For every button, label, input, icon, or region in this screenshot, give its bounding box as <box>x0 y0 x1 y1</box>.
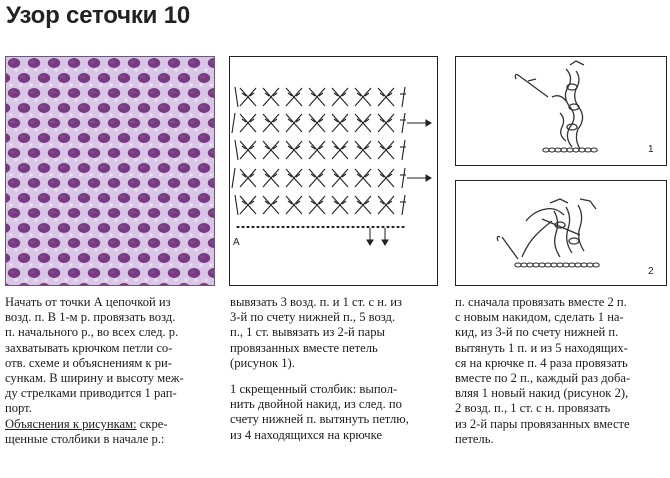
text-line: 2 возд. п., 1 ст. с н. провязать <box>455 401 611 416</box>
crossed-stitch-symbol <box>286 169 302 187</box>
page-title: Узор сеточки 10 <box>6 2 190 29</box>
crossed-stitch-symbol <box>240 88 256 106</box>
row-arrow-icon <box>407 120 431 181</box>
crossed-stitch-symbol <box>378 196 394 214</box>
text-column-2 <box>230 295 442 443</box>
text-line: п. начального р., во всех след. р. <box>5 325 179 340</box>
crossed-stitch-symbol <box>355 196 371 214</box>
crossed-stitch-symbol <box>309 141 325 159</box>
crossed-stitch-symbol <box>263 141 279 159</box>
crossed-stitch-symbol <box>332 196 348 214</box>
figure-1 <box>455 56 667 166</box>
explanation-heading: Объяснения к рисункам: <box>5 416 137 431</box>
crossed-stitch-symbol <box>240 141 256 159</box>
text-line: счету нижней п. вытянуть петлю, <box>230 412 409 427</box>
crossed-stitch-symbol <box>378 114 394 132</box>
crossed-stitch-symbol <box>286 88 302 106</box>
text-line: кид, из 3-й по счету нижней п. <box>455 325 619 340</box>
crossed-stitch-symbol <box>332 169 348 187</box>
crossed-stitch-symbol <box>355 88 371 106</box>
pattern-photo <box>5 56 215 286</box>
crossed-stitch-symbol <box>378 141 394 159</box>
crossed-stitch-symbol <box>332 88 348 106</box>
figure-1-number: 1 <box>648 144 654 155</box>
crossed-stitch-symbol <box>355 169 371 187</box>
text-line: вместе по 2 п., каждый раз доба- <box>455 371 631 386</box>
crossed-stitch-symbol <box>355 114 371 132</box>
crossed-stitch-symbol <box>332 114 348 132</box>
text-line: из 2-й пары провязанных вместе <box>455 416 630 431</box>
text-line: ся на крючке п. 4 раза провязать <box>455 355 628 370</box>
text-line: 3-й по счету нижней п., 5 возд. <box>230 310 396 325</box>
figure-2-number: 2 <box>648 266 654 277</box>
text-line: 1 скрещенный столбик: выпол- <box>230 382 398 397</box>
crossed-stitch-symbol <box>240 169 256 187</box>
crossed-stitch-symbol <box>378 88 394 106</box>
text-line: нить двойной накид, из след. по <box>230 397 402 412</box>
text-line: вляя 1 новый накид (рисунок 2), <box>455 386 629 401</box>
text-line: п. сначала провязать вместе 2 п. <box>455 295 627 309</box>
text-line: ду стрелками приводится 1 рап- <box>5 386 177 401</box>
crossed-stitch-symbol <box>263 169 279 187</box>
crossed-stitch-symbol <box>240 196 256 214</box>
crossed-stitch-symbol <box>309 169 325 187</box>
text-line: Начать от точки А цепочкой из <box>5 295 171 309</box>
text-column-1 <box>5 295 217 447</box>
text-line: щенные столбики в начале р.: <box>5 431 165 446</box>
text-line: порт. <box>5 401 32 416</box>
text-line: вывязать 3 возд. п. и 1 ст. с н. из <box>230 295 402 309</box>
crossed-stitch-symbol <box>286 141 302 159</box>
text-column-3 <box>455 295 667 447</box>
figure-2 <box>455 180 667 286</box>
text-line: провязанных вместе петель <box>230 340 378 355</box>
start-point-label: A <box>233 237 240 248</box>
text-line: захватывать крючком петли со- <box>5 340 173 355</box>
explanation-heading-line: Объяснения к рисункам: скре- <box>5 416 168 431</box>
crossed-stitch-symbol <box>309 114 325 132</box>
crossed-stitch-symbol <box>263 88 279 106</box>
crossed-stitch-symbol <box>355 141 371 159</box>
text-line: из 4 находящихся на крючке <box>230 427 383 442</box>
text-line: п., 1 ст. вывязать из 2-й пары <box>230 325 386 340</box>
crossed-stitch-symbol <box>332 141 348 159</box>
crossed-stitch-symbol <box>263 114 279 132</box>
crossed-stitch-symbol <box>286 196 302 214</box>
crossed-stitch-symbol <box>240 114 256 132</box>
text-line: (рисунок 1). <box>230 355 295 370</box>
crochet-chart <box>229 56 438 286</box>
text-line: вытянуть 1 п. и из 5 находящих- <box>455 340 628 355</box>
text-line: отв. схеме и объяснениям к ри- <box>5 355 172 370</box>
text-line: возд. п. В 1-м р. провязать возд. <box>5 310 176 325</box>
text-line: петель. <box>455 431 494 446</box>
text-line: с новым накидом, сделать 1 на- <box>455 310 624 325</box>
crossed-stitch-symbol <box>309 196 325 214</box>
crossed-stitch-symbol <box>263 196 279 214</box>
text-line: сункам. В ширину и высоту меж- <box>5 371 184 386</box>
crossed-stitch-symbol <box>378 169 394 187</box>
crossed-stitch-symbol <box>309 88 325 106</box>
crossed-stitch-symbol <box>286 114 302 132</box>
repeat-arrow-icon <box>367 228 388 245</box>
